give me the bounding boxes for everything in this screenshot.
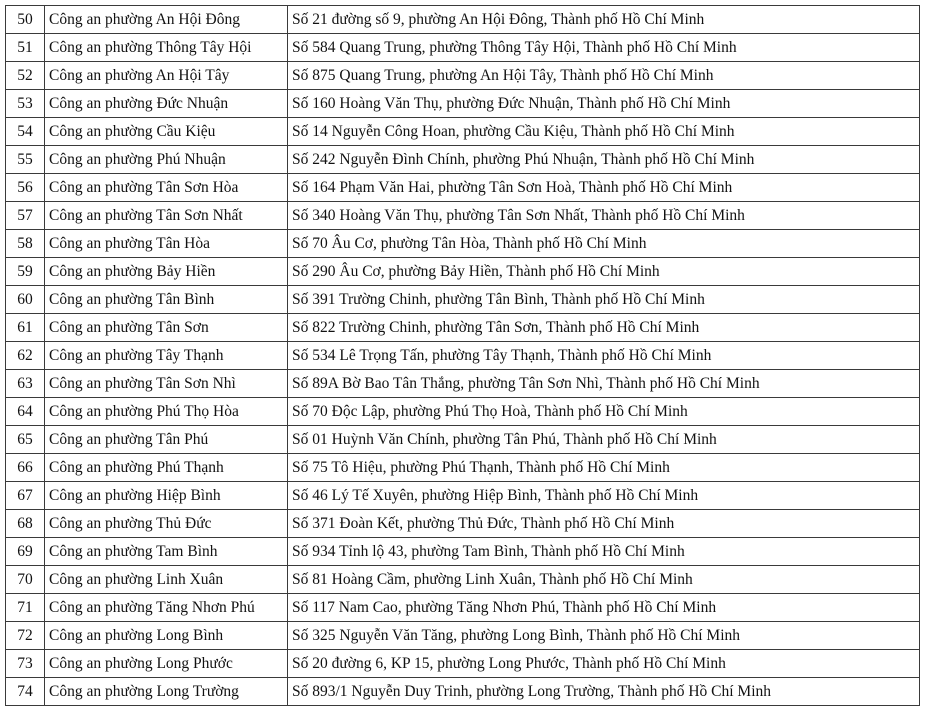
table-row (6, 90, 920, 118)
row-number-cell: 60 (6, 286, 45, 314)
table-row (6, 594, 920, 622)
station-name-cell: Công an phường Tân Bình (45, 286, 288, 314)
table-row (6, 34, 920, 62)
station-name-cell: Công an phường Tân Sơn Hòa (45, 174, 288, 202)
station-address-cell: Số 242 Nguyễn Đình Chính, phường Phú Nhuận, Thành phố Hồ Chí Minh (288, 146, 920, 174)
table-row (6, 370, 920, 398)
station-address-cell: Số 290 Âu Cơ, phường Bảy Hiền, Thành phố Hồ Chí Minh (288, 258, 920, 286)
station-name-cell: Công an phường Tân Sơn (45, 314, 288, 342)
station-name-cell: Công an phường Thông Tây Hội (45, 34, 288, 62)
station-address-cell: Số 534 Lê Trọng Tấn, phường Tây Thạnh, Thành phố Hồ Chí Minh (288, 342, 920, 370)
row-number-cell: 73 (6, 650, 45, 678)
station-address-cell: Số 70 Âu Cơ, phường Tân Hòa, Thành phố Hồ Chí Minh (288, 230, 920, 258)
station-name-cell: Công an phường Đức Nhuận (45, 90, 288, 118)
row-number-cell: 58 (6, 230, 45, 258)
row-number-cell: 72 (6, 622, 45, 650)
station-address-cell: Số 70 Độc Lập, phường Phú Thọ Hoà, Thành phố Hồ Chí Minh (288, 398, 920, 426)
row-number-cell: 67 (6, 482, 45, 510)
row-number-cell: 70 (6, 566, 45, 594)
table-row (6, 314, 920, 342)
row-number-cell: 51 (6, 34, 45, 62)
station-name-cell: Công an phường Bảy Hiền (45, 258, 288, 286)
station-name-cell: Công an phường Tân Sơn Nhất (45, 202, 288, 230)
station-address-cell: Số 340 Hoàng Văn Thụ, phường Tân Sơn Nhất, Thành phố Hồ Chí Minh (288, 202, 920, 230)
table-row (6, 426, 920, 454)
station-address-cell: Số 584 Quang Trung, phường Thông Tây Hội, Thành phố Hồ Chí Minh (288, 34, 920, 62)
table-row (6, 62, 920, 90)
table-row (6, 454, 920, 482)
station-address-cell: Số 822 Trường Chinh, phường Tân Sơn, Thành phố Hồ Chí Minh (288, 314, 920, 342)
station-address-cell: Số 391 Trường Chinh, phường Tân Bình, Thành phố Hồ Chí Minh (288, 286, 920, 314)
row-number-cell: 62 (6, 342, 45, 370)
row-number-cell: 63 (6, 370, 45, 398)
station-name-cell: Công an phường Tân Sơn Nhì (45, 370, 288, 398)
station-name-cell: Công an phường Tăng Nhơn Phú (45, 594, 288, 622)
row-number-cell: 50 (6, 6, 45, 34)
station-address-cell: Số 325 Nguyễn Văn Tăng, phường Long Bình, Thành phố Hồ Chí Minh (288, 622, 920, 650)
row-number-cell: 52 (6, 62, 45, 90)
table-row (6, 650, 920, 678)
table-body (6, 6, 920, 706)
table-row (6, 258, 920, 286)
row-number-cell: 59 (6, 258, 45, 286)
row-number-cell: 66 (6, 454, 45, 482)
station-name-cell: Công an phường Tây Thạnh (45, 342, 288, 370)
station-name-cell: Công an phường Phú Thạnh (45, 454, 288, 482)
station-address-cell: Số 117 Nam Cao, phường Tăng Nhơn Phú, Thành phố Hồ Chí Minh (288, 594, 920, 622)
station-address-cell: Số 46 Lý Tế Xuyên, phường Hiệp Bình, Thành phố Hồ Chí Minh (288, 482, 920, 510)
row-number-cell: 71 (6, 594, 45, 622)
station-name-cell: Công an phường Linh Xuân (45, 566, 288, 594)
station-address-cell: Số 371 Đoàn Kết, phường Thủ Đức, Thành phố Hồ Chí Minh (288, 510, 920, 538)
row-number-cell: 65 (6, 426, 45, 454)
station-address-cell: Số 20 đường 6, KP 15, phường Long Phước, Thành phố Hồ Chí Minh (288, 650, 920, 678)
station-address-cell: Số 164 Phạm Văn Hai, phường Tân Sơn Hoà, Thành phố Hồ Chí Minh (288, 174, 920, 202)
row-number-cell: 55 (6, 146, 45, 174)
station-name-cell: Công an phường Long Trường (45, 678, 288, 706)
station-address-cell: Số 875 Quang Trung, phường An Hội Tây, Thành phố Hồ Chí Minh (288, 62, 920, 90)
table-row (6, 398, 920, 426)
station-name-cell: Công an phường An Hội Tây (45, 62, 288, 90)
table-row (6, 174, 920, 202)
table-row (6, 566, 920, 594)
row-number-cell: 69 (6, 538, 45, 566)
station-address-cell: Số 160 Hoàng Văn Thụ, phường Đức Nhuận, Thành phố Hồ Chí Minh (288, 90, 920, 118)
station-name-cell: Công an phường An Hội Đông (45, 6, 288, 34)
row-number-cell: 64 (6, 398, 45, 426)
station-address-cell: Số 01 Huỳnh Văn Chính, phường Tân Phú, Thành phố Hồ Chí Minh (288, 426, 920, 454)
station-name-cell: Công an phường Tân Hòa (45, 230, 288, 258)
station-name-cell: Công an phường Tam Bình (45, 538, 288, 566)
station-name-cell: Công an phường Hiệp Bình (45, 482, 288, 510)
station-name-cell: Công an phường Phú Nhuận (45, 146, 288, 174)
table-row (6, 286, 920, 314)
station-address-cell: Số 21 đường số 9, phường An Hội Đông, Thành phố Hồ Chí Minh (288, 6, 920, 34)
station-name-cell: Công an phường Tân Phú (45, 426, 288, 454)
station-address-cell: Số 934 Tỉnh lộ 43, phường Tam Bình, Thành phố Hồ Chí Minh (288, 538, 920, 566)
row-number-cell: 68 (6, 510, 45, 538)
station-name-cell: Công an phường Thủ Đức (45, 510, 288, 538)
station-name-cell: Công an phường Long Bình (45, 622, 288, 650)
station-name-cell: Công an phường Cầu Kiệu (45, 118, 288, 146)
table-row (6, 538, 920, 566)
station-address-cell: Số 75 Tô Hiệu, phường Phú Thạnh, Thành phố Hồ Chí Minh (288, 454, 920, 482)
station-name-cell: Công an phường Long Phước (45, 650, 288, 678)
station-address-cell: Số 81 Hoàng Cầm, phường Linh Xuân, Thành phố Hồ Chí Minh (288, 566, 920, 594)
row-number-cell: 61 (6, 314, 45, 342)
table-row (6, 622, 920, 650)
table-row (6, 202, 920, 230)
row-number-cell: 74 (6, 678, 45, 706)
police-station-table (5, 5, 920, 706)
table-row (6, 230, 920, 258)
table-row (6, 510, 920, 538)
table-row (6, 482, 920, 510)
row-number-cell: 53 (6, 90, 45, 118)
table-row (6, 678, 920, 706)
table-row (6, 6, 920, 34)
station-address-cell: Số 14 Nguyễn Công Hoan, phường Cầu Kiệu, Thành phố Hồ Chí Minh (288, 118, 920, 146)
row-number-cell: 57 (6, 202, 45, 230)
station-address-cell: Số 89A Bờ Bao Tân Thắng, phường Tân Sơn Nhì, Thành phố Hồ Chí Minh (288, 370, 920, 398)
row-number-cell: 56 (6, 174, 45, 202)
table-row (6, 342, 920, 370)
row-number-cell: 54 (6, 118, 45, 146)
table-row (6, 118, 920, 146)
table-row (6, 146, 920, 174)
station-name-cell: Công an phường Phú Thọ Hòa (45, 398, 288, 426)
station-address-cell: Số 893/1 Nguyễn Duy Trinh, phường Long Trường, Thành phố Hồ Chí Minh (288, 678, 920, 706)
